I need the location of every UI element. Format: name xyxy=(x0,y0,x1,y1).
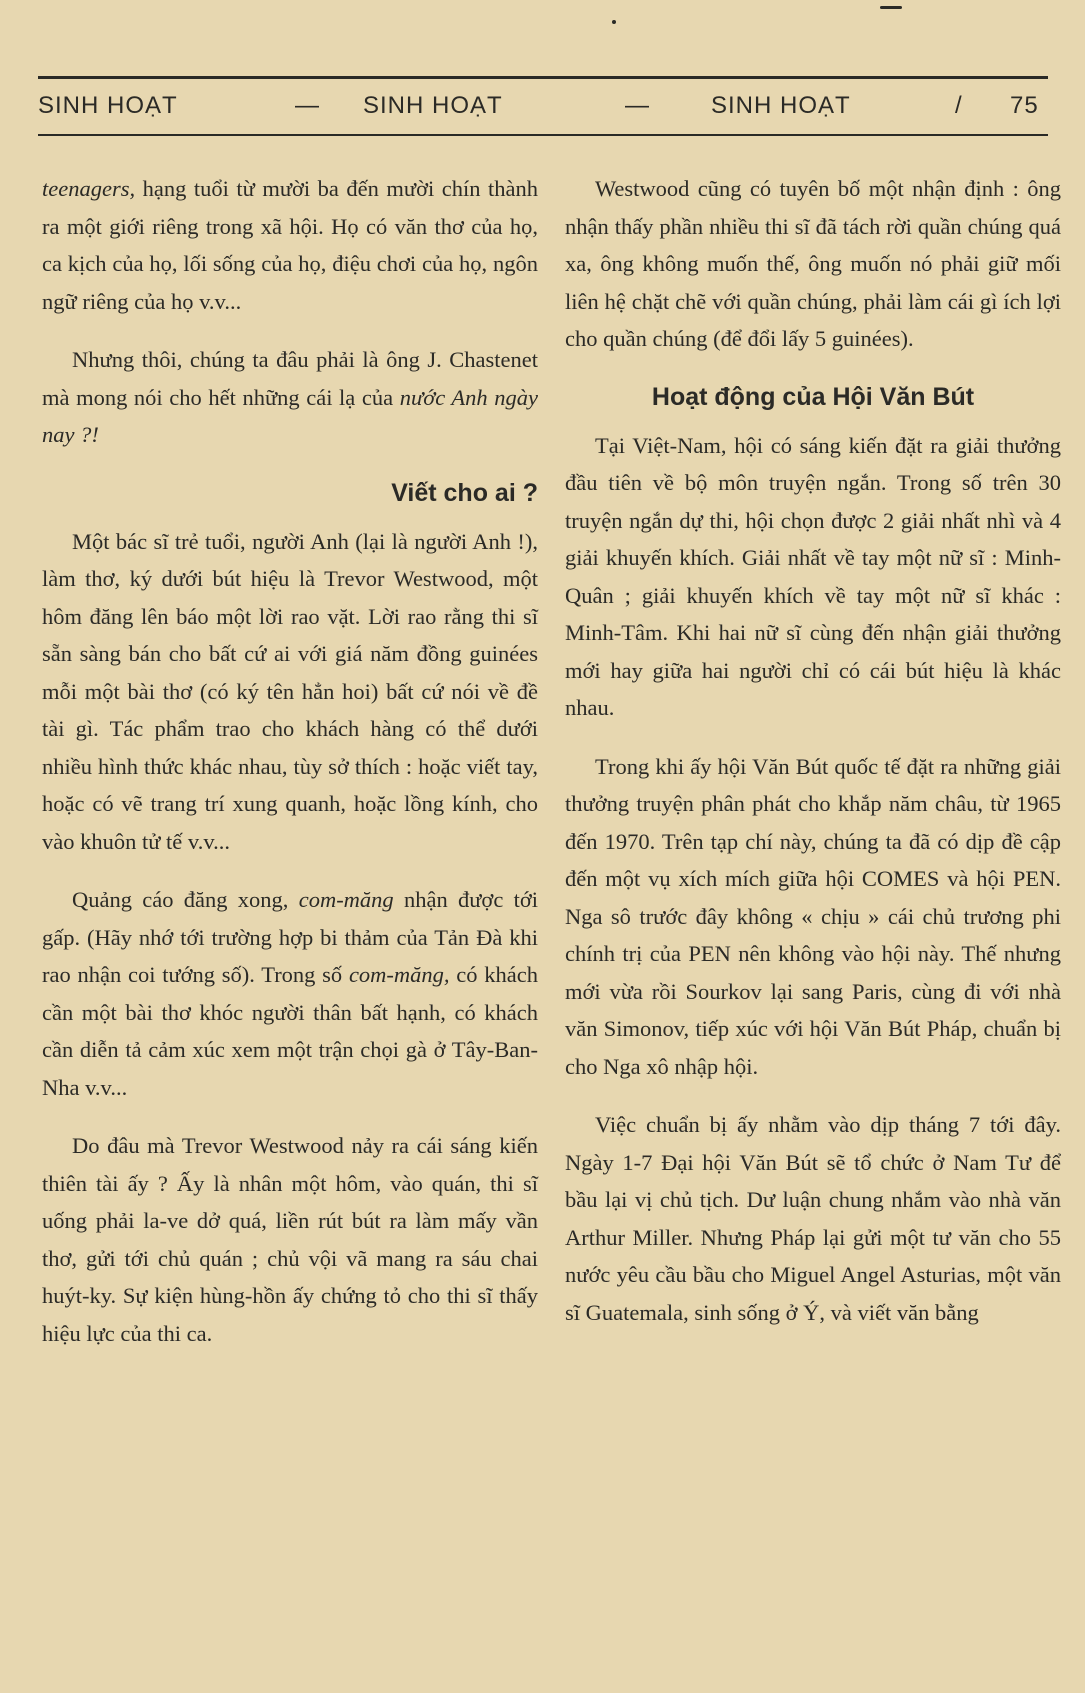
paragraph xyxy=(42,341,538,454)
ink-speck xyxy=(880,6,902,9)
paragraph-text: Quảng cáo đăng xong, xyxy=(72,887,299,912)
paragraph xyxy=(565,748,1061,1086)
paragraph-text: Tại Việt-Nam, hội có sáng kiến đặt ra giải thưởng đầu tiên về bộ môn truyện ngắn. Trong số trên 30 truyện ngắn dự thi, hội chọn được 2 giải nhất nhì và 4 giải khuyến khích. Giải nhất về tay một nữ sĩ : Minh-Quân ; giải khuyến khích về tay một nữ sĩ khác : Minh-Tâm. Khi hai nữ sĩ cùng đến nhận giải thưởng mới hay giữa hai người chỉ có cái bút hiệu là khác nhau. xyxy=(565,432,1061,720)
header-slash: / xyxy=(955,92,963,119)
header-dash-1: — xyxy=(295,92,320,119)
running-header xyxy=(38,88,1048,128)
paragraph-text: có khách cần một bài thơ khóc người thân bất hạnh, có khách cần diễn tả cảm xúc xem một trận chọi gà ở Tây-Ban-Nha v.v... xyxy=(42,962,538,1100)
paragraph-text: Westwood cũng có tuyên bố một nhận định : ông nhận thấy phần nhiều thi sĩ đã tách rời quần chúng quá xa, ông không muốn thế, ông muốn nó phải giữ mối liên hệ chặt chẽ với quần chúng, phải làm cái gì ích lợi cho quần chúng (để đổi lấy 5 guinées). xyxy=(565,176,1061,351)
section-heading-viet-cho-ai: Viết cho ai ? xyxy=(391,478,538,507)
header-bottom-rule xyxy=(38,134,1048,136)
header-section-1: SINH HOẠT xyxy=(38,92,178,119)
page-number: 75 xyxy=(1010,92,1039,119)
left-column xyxy=(42,170,538,1373)
paragraph xyxy=(565,170,1061,358)
paragraph xyxy=(42,170,538,320)
italic-term: teenagers, xyxy=(42,176,136,201)
italic-term: com-măng, xyxy=(348,962,450,987)
paragraph xyxy=(42,1127,538,1352)
ink-speck xyxy=(612,20,616,24)
paragraph-text: Trong khi ấy hội Văn Bút quốc tế đặt ra những giải thưởng truyện phân phát cho khắp năm châu, từ 1965 đến 1970. Trên tạp chí này, chúng ta đã có dịp đề cập đến một vụ xích mích giữa hội COMES và hội PEN. Nga sô trước đây không « chịu » cái chủ trương phi chính trị của PEN nên không vào hội này. Thế nhưng mới vừa rồi Sourkov lại sang Paris, cùng đi với nhà văn Simonov, tiếp xúc với hội Văn Bút Pháp, chuẩn bị cho Nga xô nhập hội. xyxy=(565,753,1061,1079)
paragraph-text: hạng tuổi từ mười ba đến mười chín thành ra một giới riêng trong xã hội. Họ có văn thơ của họ, ca kịch của họ, lối sống của họ, điệu chơi của họ, ngôn ngữ riêng của họ v.v... xyxy=(42,176,538,314)
paragraph-text: nhận được tới gấp. (Hãy nhớ tới trường hợp bi thảm của Tản Đà khi rao nhận coi tướng số). Trong số xyxy=(42,887,538,987)
paragraph-text: Một bác sĩ trẻ tuổi, người Anh (lại là người Anh !), làm thơ, ký dưới bút hiệu là Trevor Westwood, một hôm đăng lên báo một lời rao vặt. Lời rao rằng thi sĩ sẵn sàng bán cho bất cứ ai với giá năm đồng guinées mỗi một bài thơ (có ký tên hẳn hoi) bất cứ nói về đề tài gì. Tác phẩm trao cho khách hàng có thể dưới nhiều hình thức khác nhau, tùy sở thích : hoặc viết tay, hoặc có vẽ trang trí xung quanh, hoặc lồng kính, cho vào khuôn tử tế v.v... xyxy=(42,528,538,854)
paragraph-text: Nhưng thôi, chúng ta đâu phải là ông J. Chastenet mà mong nói cho hết những cái lạ của xyxy=(42,347,538,410)
paragraph xyxy=(565,1106,1061,1331)
section-heading-hoi-van-but: Hoạt động của Hội Văn Bút xyxy=(651,382,975,411)
header-dash-2: — xyxy=(625,92,650,119)
header-section-3: SINH HOẠT xyxy=(711,92,851,119)
italic-phrase: nước Anh ngày nay ?! xyxy=(42,384,538,447)
paragraph-text: Do đâu mà Trevor Westwood nảy ra cái sáng kiến thiên tài ấy ? Ấy là nhân một hôm, vào quán, thi sĩ uống phải la-ve dở quá, liền rút bút ra làm mấy vần thơ, gửi tới chủ quán ; chủ vội vã mang ra sáu chai huýt-ky. Sự kiện hùng-hồn ấy chứng tỏ cho thi sĩ thấy hiệu lực của thi ca. xyxy=(42,1133,538,1346)
paragraph xyxy=(565,427,1061,727)
header-section-2: SINH HOẠT xyxy=(363,92,503,119)
paragraph xyxy=(42,881,538,1106)
right-column xyxy=(565,170,1061,1352)
header-top-rule xyxy=(38,76,1048,79)
paragraph xyxy=(42,523,538,861)
italic-term: com-măng xyxy=(298,887,394,912)
paragraph-text: Việc chuẩn bị ấy nhằm vào dịp tháng 7 tới đây. Ngày 1-7 Đại hội Văn Bút sẽ tổ chức ở Nam Tư để bầu lại vị chủ tịch. Dư luận chung nhắm vào nhà văn Arthur Miller. Nhưng Pháp lại gửi một tư văn cho 55 nước yêu cầu bầu cho Miguel Angel Asturias, một văn sĩ Guatemala, sinh sống ở Ý, và viết văn bằng xyxy=(565,1112,1061,1325)
